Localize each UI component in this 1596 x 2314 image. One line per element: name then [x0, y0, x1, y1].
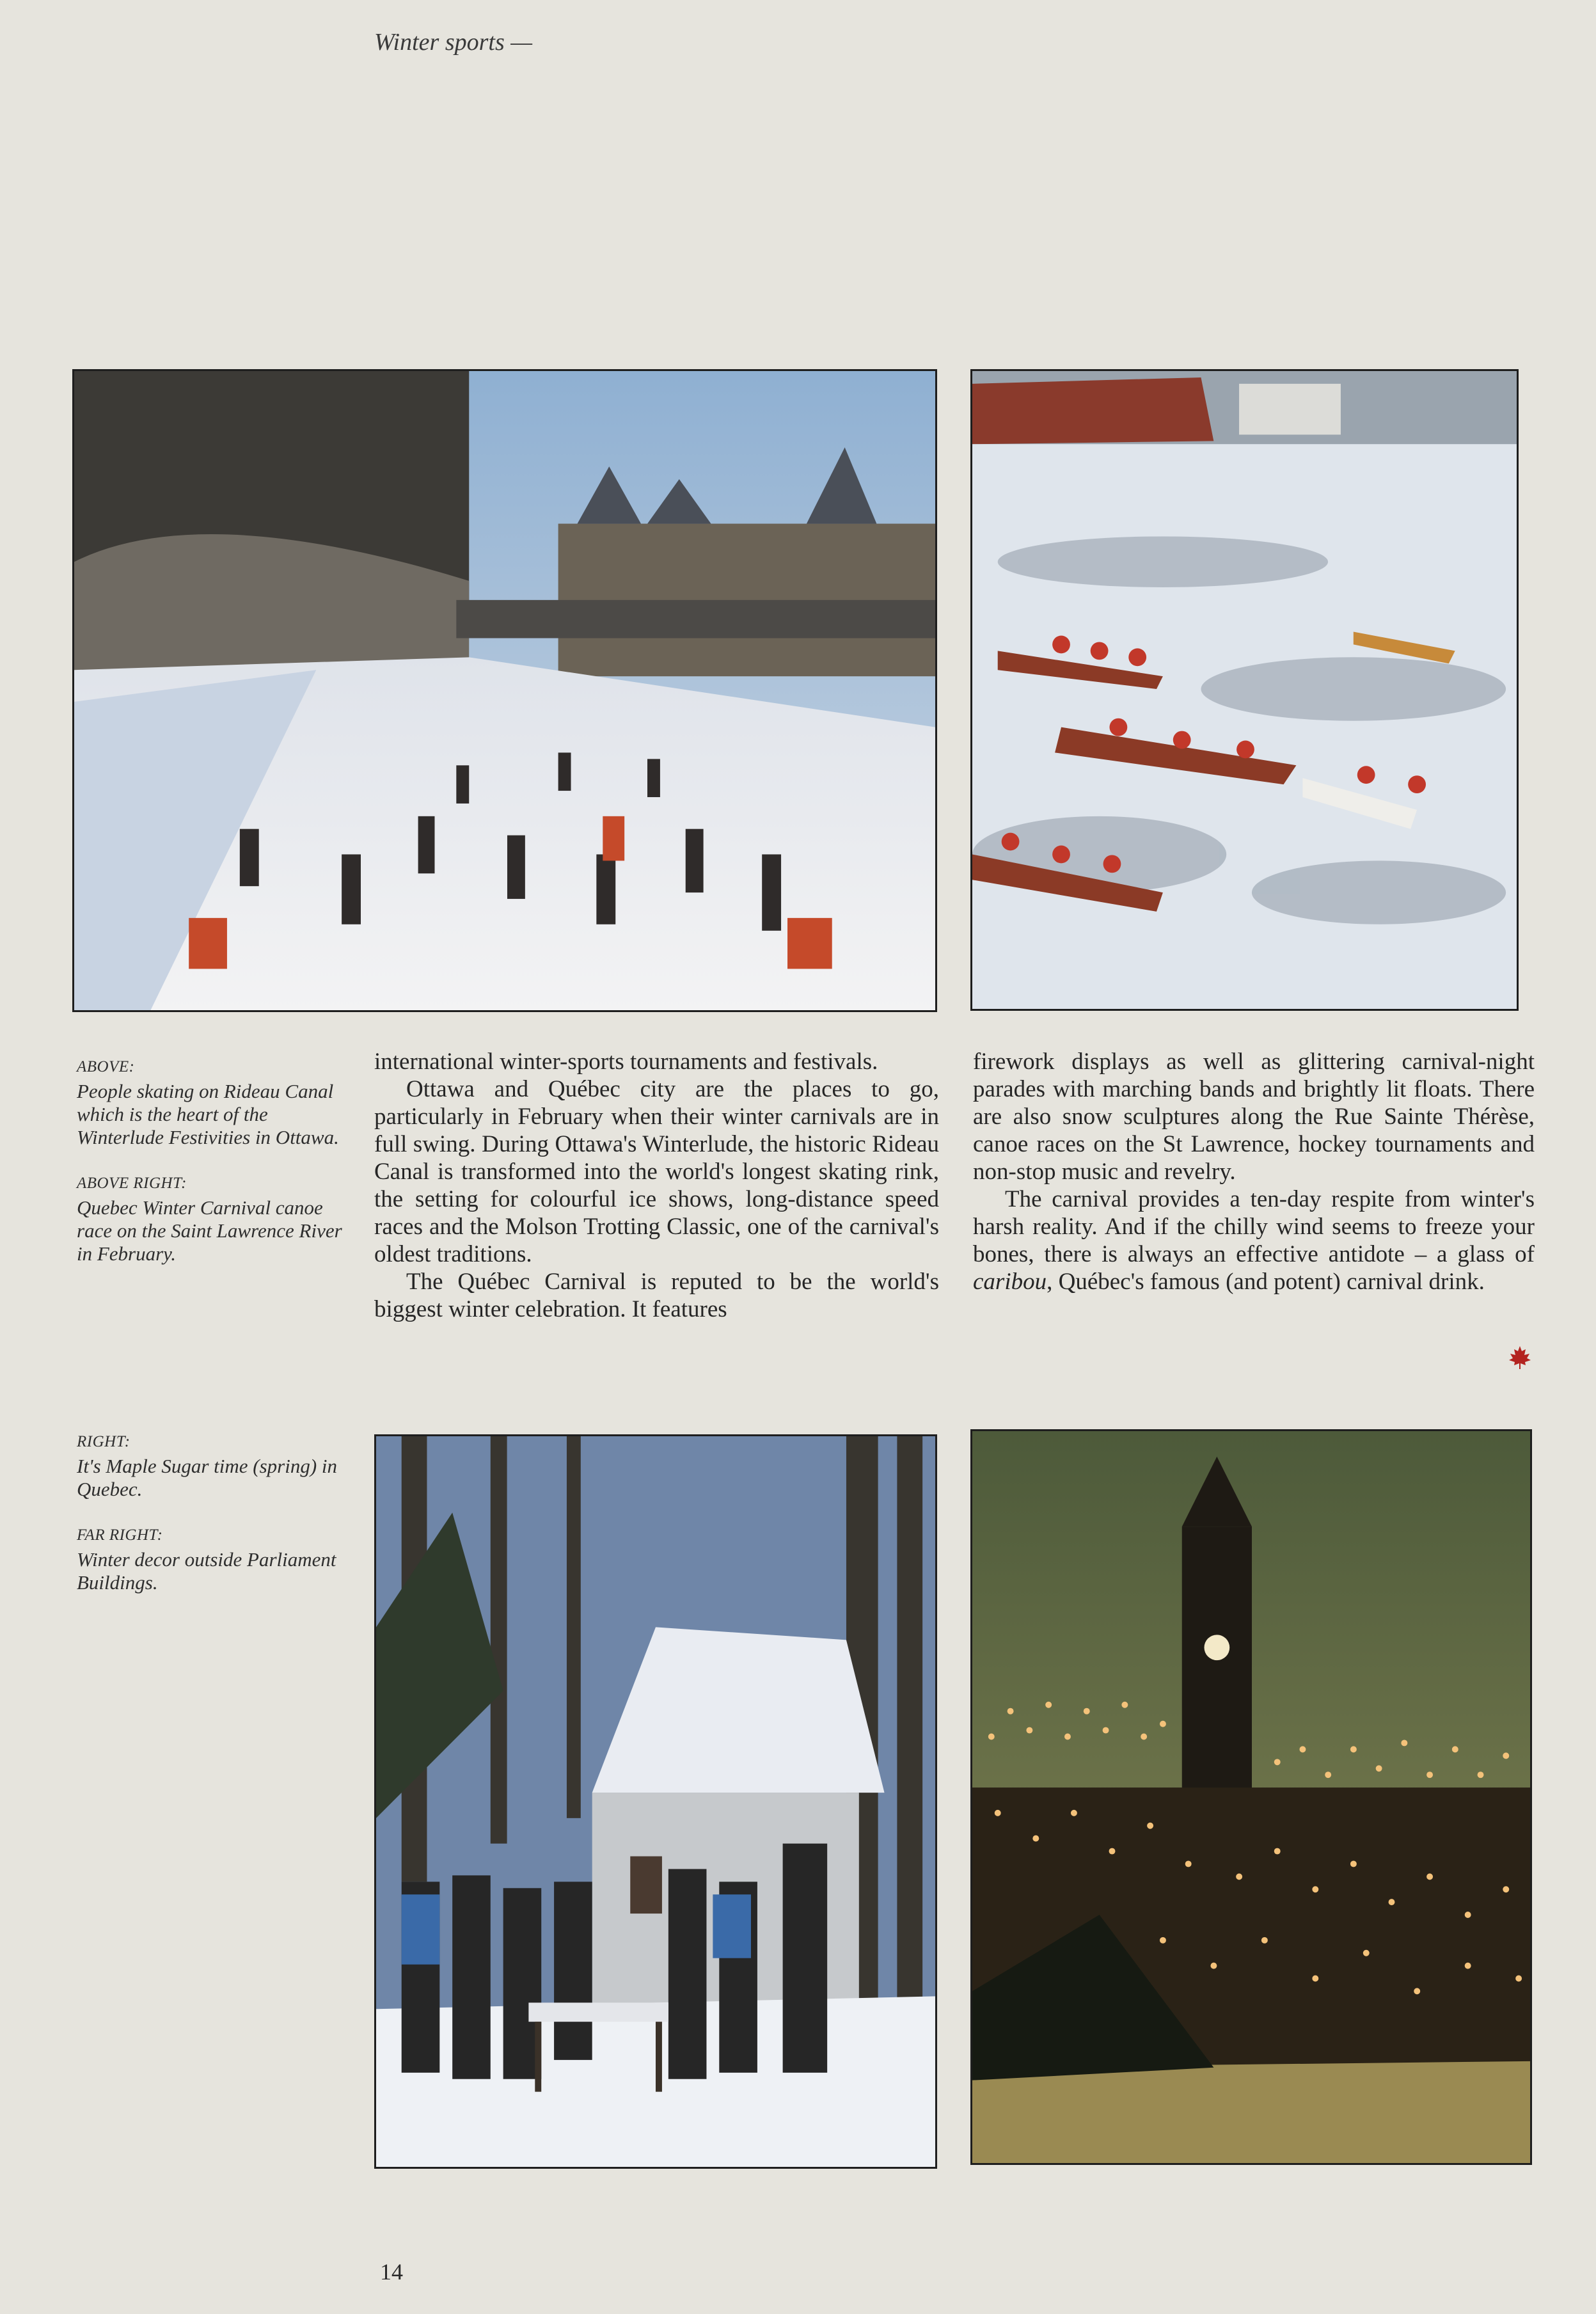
caption-far-right-text: Winter decor outside Parliament Buildings. [77, 1548, 336, 1594]
photo-rideau-canal-skating [72, 369, 937, 1012]
photo-canoe-race [970, 369, 1519, 1011]
caption-right [77, 1430, 358, 1617]
maple-leaf-icon [1507, 1345, 1533, 1370]
caption-above-text: People skating on Rideau Canal which is the heart of the Winterlude Festivities in Ottawa. [77, 1080, 339, 1148]
body-col2-para-2-start: The carnival provides a ten-day respite from winter's harsh reality. And if the chilly wind seems to freeze your bones, there is always an effective antidote – a glass of [973, 1186, 1535, 1267]
caption-right-label: RIGHT: [77, 1433, 130, 1450]
caption-above-label: ABOVE: [77, 1058, 135, 1075]
body-column-1 [374, 1048, 939, 1323]
body-col1-para-3: The Québec Carnival is reputed to be the world's biggest winter celebration. It features [374, 1269, 939, 1322]
body-col2-para-2-end: , Québec's famous (and potent) carnival drink. [1047, 1269, 1485, 1295]
photo-maple-sugar-shack [374, 1434, 937, 2169]
caption-above-right-label: ABOVE RIGHT: [77, 1175, 187, 1192]
body-col2-para-1: firework displays as well as glittering carnival-night parades with marching bands and brightly lit floats. There are also snow sculptures along the Rue Sainte Thérèse, canoe races on the St Lawrence, hockey tournaments and non-stop music and revelry. [973, 1049, 1535, 1185]
running-head: Winter sports — [374, 29, 533, 56]
caption-above-right-text: Quebec Winter Carnival canoe race on the Saint Lawrence River in February. [77, 1196, 342, 1265]
page-number: 14 [380, 2259, 403, 2285]
body-col2-para-2 [973, 1185, 1535, 1296]
body-col1-para-2: Ottawa and Québec city are the places to go, particularly in February when their winter carnivals are in full swing. During Ottawa's Winterlude, the historic Rideau Canal is transformed into the world's longest skating rink, the setting for colourful ice shows, long-distance speed races and the Molson Trotting Classic, one of the carnival's oldest traditions. [374, 1076, 939, 1267]
caption-above [77, 1056, 358, 1288]
body-column-2 [973, 1048, 1535, 1296]
caribou-term: caribou [973, 1269, 1047, 1295]
caption-right-text: It's Maple Sugar time (spring) in Quebec. [77, 1455, 338, 1500]
caption-far-right-label: FAR RIGHT: [77, 1526, 163, 1544]
photo-parliament-winter-lights [970, 1429, 1532, 2165]
body-col1-para-1: international winter-sports tournaments and festivals. [374, 1049, 878, 1075]
